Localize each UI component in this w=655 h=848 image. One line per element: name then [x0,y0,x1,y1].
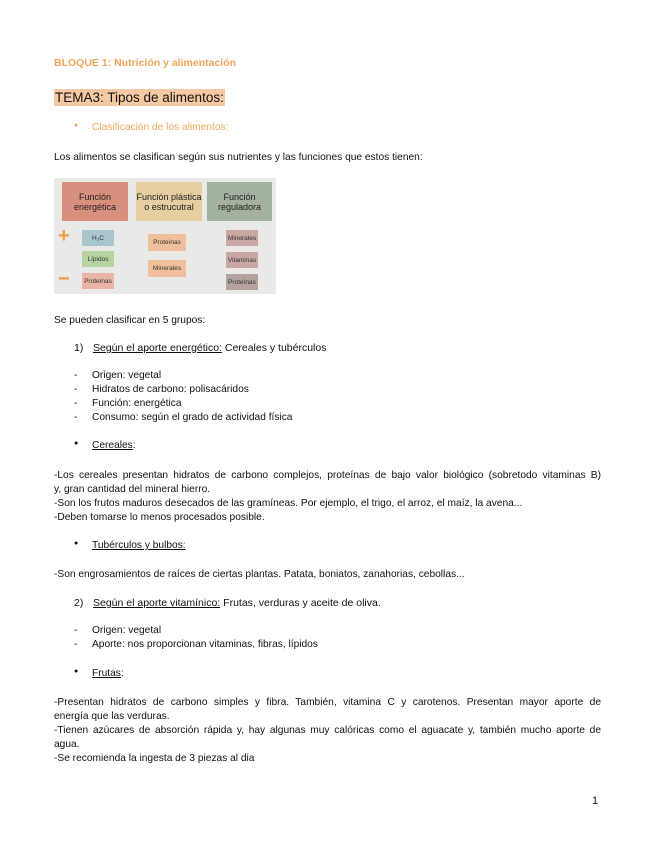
page-number: 1 [592,795,599,807]
group2-rest: Frutas, verduras y aceite de oliva. [220,597,381,609]
group1-title: Según el aporte energético: [93,342,223,354]
frutas-line: -Se recomienda la ingesta de 3 piezas al dia [54,753,255,764]
bullet-icon: ● [74,668,79,675]
group1-number: 1) [74,342,84,354]
bullet-icon: ● [74,440,79,447]
groups-intro: Se pueden clasificar en 5 grupos: [54,315,206,326]
chip-h2c: H₂C [82,230,114,246]
group2-item: Aporte: nos proporcionan vitaminas, fibras, lípidos [92,639,318,650]
header-plastica: Función plástica o estrucutral [136,182,202,221]
group1-item: Función: energética [92,398,182,409]
chip-proteinas-plastica: Proteínas [148,234,186,251]
nutrient-function-diagram [54,178,276,294]
group2-number: 2) [74,597,84,609]
cereales-line: y, gran cantidad del mineral hierro. [54,484,211,495]
chip-minerales-reguladora: Minerales [226,230,258,246]
group1-item: Hidratos de carbono: polisacáridos [92,384,249,395]
chip-lipidos: Lípidos [82,251,114,267]
cereales-title: Cereales [92,440,133,451]
frutas-title: Frutas [92,668,121,679]
frutas-heading [92,668,124,679]
chip-proteinas-reguladora: Proteínas [226,274,258,290]
tuberculos-title: Tubérculos y bulbos: [92,540,186,551]
chip-vitaminas: Vitaminas [226,252,258,268]
frutas-colon: : [120,668,124,679]
group1-item: Origen: vegetal [92,370,162,381]
frutas-line: -Tienen azúcares de absorción rápida y, hay algunas muy calóricas como el aguacate y, también mucho aporte de [54,725,601,736]
group1-heading [93,342,326,354]
group1-item: Consumo: según el grado de actividad física [92,412,293,423]
dash-icon: - [74,370,78,381]
cereales-line: -Deben tomarse lo menos procesados posible. [54,512,265,523]
chip-minerales-plastica: Minerales [148,260,186,277]
frutas-line: -Presentan hidratos de carbono simples y fibra. También, vitamina C y carotenos. Presentan mayor aporte de [54,697,601,708]
header-reguladora: Función reguladora [207,182,272,221]
tuberculos-line: -Son engrosamientos de raíces de ciertas plantas. Patata, boniatos, zanahorias, cebollas... [54,569,465,580]
header-energetica: Función energética [62,182,128,221]
cereales-heading [92,440,136,451]
chip-proteinas-energetica: Proteínas [82,273,114,289]
dash-icon: - [74,625,78,636]
minus-icon: − [58,268,70,290]
frutas-line: agua. [54,739,80,750]
classification-subheading: Clasificación de los alimentos: [92,122,229,133]
cereales-line: -Los cereales presentan hidratos de carbono complejos, proteínas de bajo valor biológico (sobretodo vitaminas B) [54,470,601,481]
bullet-icon: ● [74,540,79,547]
plus-icon: + [58,225,70,247]
dash-icon: - [74,398,78,409]
cereales-line: -Son los frutos maduros desecados de las gramíneas. Por ejemplo, el trigo, el arroz, el maíz, la avena... [54,498,523,509]
group1-rest: Cereales y tubérculos [222,342,327,354]
cereales-colon: : [132,440,136,451]
intro-text: Los alimentos se clasifican según sus nutrientes y las funciones que estos tienen: [54,152,423,163]
dash-icon: - [74,384,78,395]
group2-item: Origen: vegetal [92,625,162,636]
bullet-icon: ● [74,122,79,129]
frutas-line: energía que las verduras. [54,711,170,722]
group2-title: Según el aporte vitamínico: [93,597,221,609]
dash-icon: - [74,412,78,423]
dash-icon: - [74,639,78,650]
tema-heading: TEMA3: Tipos de alimentos: [55,90,224,105]
group2-heading [93,597,381,609]
bloque-heading: BLOQUE 1: Nutrición y alimentación [54,57,237,69]
